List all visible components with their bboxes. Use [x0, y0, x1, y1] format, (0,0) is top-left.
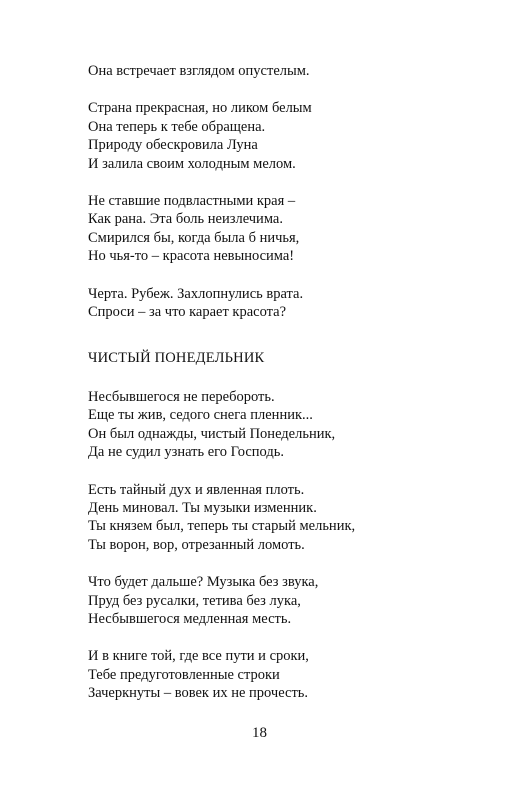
poem-line: Тебе предуготовленные строки [88, 666, 280, 683]
poem-line: Она встречает взглядом опустелым. [88, 63, 310, 79]
poem-line: Природу обескровила Луна [88, 137, 258, 154]
poem-line: День миновал. Ты музыки изменник. [88, 499, 317, 516]
poem-line: Еще ты жив, седого снега пленник... [88, 407, 313, 424]
poem-line: Зачеркнуты – вовек их не прочесть. [88, 685, 309, 702]
poem-line: Он был однажды, чистый Понедельник, [88, 425, 336, 442]
poem-line: Черта. Рубеж. Захлопнулись врата. [88, 285, 304, 302]
poem-line: Но чья-то – красота невыносима! [88, 248, 295, 265]
poem-line: Есть тайный дух и явленная плоть. [88, 481, 305, 498]
stanza [88, 481, 488, 555]
poem-line: Ты ворон, вор, отрезанный ломоть. [88, 536, 305, 553]
stanza [88, 388, 488, 462]
poem-line: Что будет дальше? Музыка без звука, [88, 574, 319, 591]
poem-line: Она теперь к тебе обращена. [88, 118, 266, 135]
poem-line: Ты князем был, теперь ты старый мельник, [88, 518, 356, 535]
page-number: 18 [252, 725, 267, 741]
stanza [88, 62, 488, 80]
poem-line: Как рана. Эта боль неизлечима. [88, 211, 283, 228]
poem-line: Страна прекрасная, но ликом белым [88, 100, 312, 117]
poem-line: Пруд без русалки, тетива без лука, [88, 592, 301, 609]
poem-line: Несбывшегося медленная месть. [88, 610, 292, 627]
poem-line: Спроси – за что карает красота? [88, 304, 287, 321]
poem [88, 349, 488, 702]
stanza [88, 647, 488, 702]
poem-line: И в книге той, где все пути и сроки, [88, 648, 309, 665]
poem-title: ЧИСТЫЙ ПОНЕДЕЛЬНИК [88, 350, 265, 367]
poem-line: И залила своим холодным мелом. [88, 155, 296, 172]
poem-fragment [88, 62, 488, 321]
poem-line: Смирился бы, когда была б ничья, [88, 229, 300, 246]
stanza [88, 573, 488, 628]
stanza [88, 285, 488, 322]
poem-line: Не ставшие подвластными края – [88, 193, 296, 210]
page-body [88, 62, 488, 703]
poem-line: Несбывшегося не перебороть. [88, 388, 275, 405]
stanza [88, 192, 488, 266]
poem-line: Да не судил узнать его Господь. [88, 444, 284, 461]
stanza [88, 99, 488, 173]
